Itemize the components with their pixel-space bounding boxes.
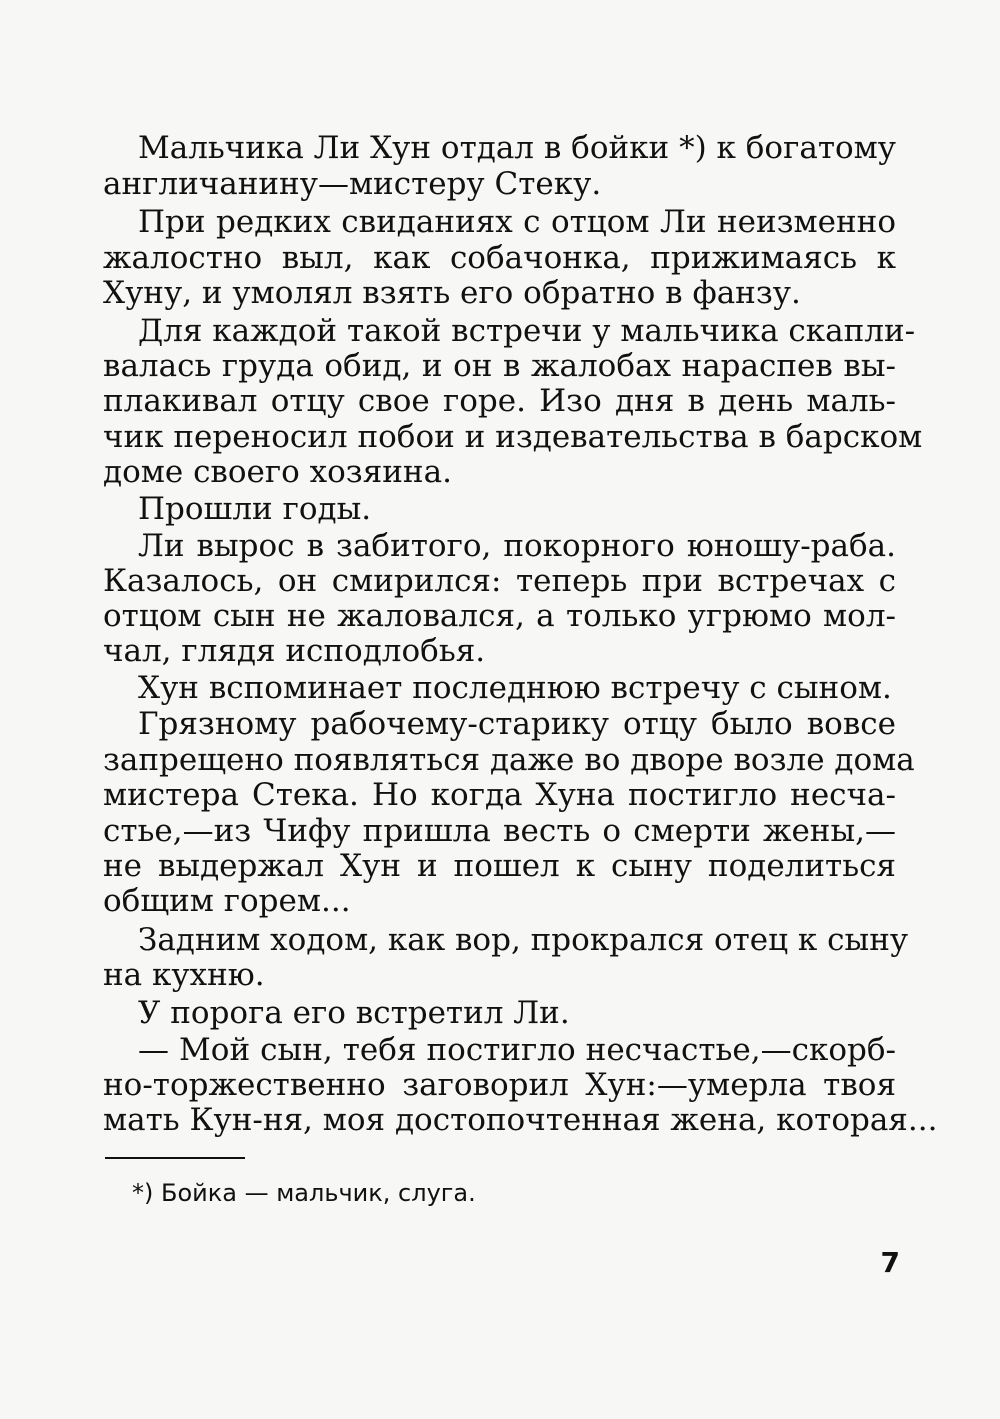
text-line: Для каждой такой встречи у мальчика скапли- [138,313,916,349]
text-line: Хун вспоминает последнюю встречу с сыном. [138,670,892,706]
footnote: *) Бойка — мальчик, слуга. [132,1179,476,1207]
text-line: Прошли годы. [138,491,372,527]
text-line: но-торжественно заговорил Хун:—умерла твоя [103,1067,896,1103]
text-line: стье,—из Чифу пришла весть о смерти жены,— [103,813,896,849]
text-line: запрещено появляться даже во дворе возле дома [103,742,915,778]
text-line: доме своего хозяина. [103,454,452,490]
text-line: Хуну, и умолял взять его обратно в фанзу. [103,275,801,311]
text-line: чик переносил побои и издевательства в барском [103,419,923,455]
text-line: жалостно выл, как собачонка, прижимаясь к [103,240,896,276]
footnote-divider [105,1157,245,1159]
text-line: мать Кун-ня, моя достопочтенная жена, которая... [103,1102,938,1138]
text-line: мистера Стека. Но когда Хуна постигло несча- [103,777,896,813]
text-line: на кухню. [103,957,265,993]
text-line: плакивал отцу свое горе. Изо дня в день маль- [103,383,896,419]
page-number: 7 [880,1246,900,1279]
text-line: отцом сын не жаловался, а только угрюмо мол- [103,598,896,634]
text-line: англичанину—мистеру Стеку. [103,166,602,202]
text-line: При редких свиданиях с отцом Ли неизменно [138,204,896,240]
text-line: чал, глядя исподлобья. [103,633,486,669]
text-line: не выдержал Хун и пошел к сыну поделиться [103,848,896,884]
text-line: — Мой сын, тебя постигло несчастье,—скорб- [138,1032,896,1068]
text-line: Задним ходом, как вор, прокрался отец к сыну [138,922,909,958]
text-line: Грязному рабочему-старику отцу было вовсе [138,706,896,742]
text-line: общим горем... [103,883,351,919]
text-line: валась груда обид, и он в жалобах нараспев вы- [103,348,896,384]
text-line: У порога его встретил Ли. [138,995,570,1031]
text-line: Ли вырос в забитого, покорного юношу-раба. [138,528,896,564]
text-line: Мальчика Ли Хун отдал в бойки *) к богатому [138,130,896,166]
text-line: Казалось, он смирился: теперь при встречах с [103,563,896,599]
